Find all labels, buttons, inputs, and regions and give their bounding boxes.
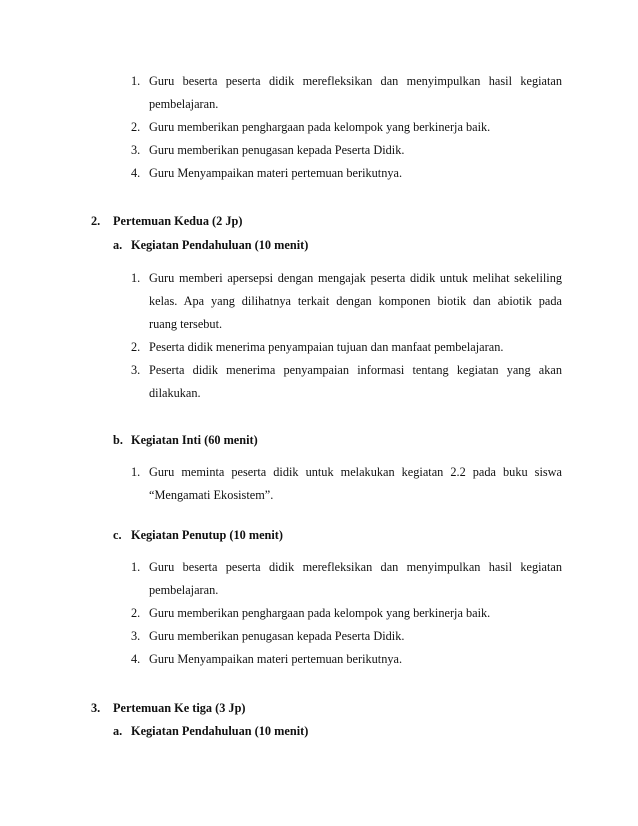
list-number: 2. bbox=[131, 340, 141, 354]
section-letter: b. bbox=[113, 433, 123, 447]
list-item-line: Guru beserta peserta didik merefleksikan dan menyimpulkan hasil kegiatan bbox=[149, 560, 562, 574]
section-letter: a. bbox=[113, 724, 123, 738]
list-item-line: Guru memberikan penugasan kepada Peserta Didik. bbox=[149, 143, 405, 157]
section-letter: a. bbox=[113, 238, 123, 252]
list-number: 3. bbox=[131, 143, 141, 157]
section-heading: Kegiatan Pendahuluan (10 menit) bbox=[131, 724, 309, 738]
meeting-heading: Pertemuan Ke tiga (3 Jp) bbox=[113, 701, 246, 715]
list-number: 1. bbox=[131, 465, 141, 479]
list-number: 2. bbox=[131, 120, 141, 134]
list-number: 1. bbox=[131, 74, 141, 88]
list-item-line: pembelajaran. bbox=[149, 583, 219, 597]
list-number: 4. bbox=[131, 652, 141, 666]
list-item-line: Guru memberikan penugasan kepada Peserta Didik. bbox=[149, 629, 405, 643]
list-item-line: Guru meminta peserta didik untuk melakukan kegiatan 2.2 pada buku siswa bbox=[149, 465, 562, 479]
list-item-line: dilakukan. bbox=[149, 386, 201, 400]
list-item-line: “Mengamati Ekosistem”. bbox=[149, 488, 274, 502]
meeting-number: 3. bbox=[91, 701, 101, 715]
list-item-line: Guru memberikan penghargaan pada kelompok yang berkinerja baik. bbox=[149, 120, 491, 134]
list-number: 1. bbox=[131, 271, 141, 285]
list-item-line: kelas. Apa yang dilihatnya terkait dengan komponen biotik dan abiotik pada bbox=[149, 294, 562, 308]
section-letter: c. bbox=[113, 528, 122, 542]
section-heading: Kegiatan Penutup (10 menit) bbox=[131, 528, 283, 542]
list-number: 1. bbox=[131, 560, 141, 574]
meeting-heading: Pertemuan Kedua (2 Jp) bbox=[113, 214, 243, 228]
section-heading: Kegiatan Inti (60 menit) bbox=[131, 433, 258, 447]
list-item-line: pembelajaran. bbox=[149, 97, 219, 111]
section-heading: Kegiatan Pendahuluan (10 menit) bbox=[131, 238, 309, 252]
list-item-line: Guru memberi apersepsi dengan mengajak peserta didik untuk melihat sekeliling bbox=[149, 271, 562, 285]
list-item-line: Guru memberikan penghargaan pada kelompok yang berkinerja baik. bbox=[149, 606, 491, 620]
list-item-line: Peserta didik menerima penyampaian informasi tentang kegiatan yang akan bbox=[149, 363, 562, 377]
list-item-line: Guru Menyampaikan materi pertemuan berikutnya. bbox=[149, 166, 403, 180]
list-item-line: Guru Menyampaikan materi pertemuan berikutnya. bbox=[149, 652, 403, 666]
list-item-line: Guru beserta peserta didik merefleksikan dan menyimpulkan hasil kegiatan bbox=[149, 74, 562, 88]
list-number: 2. bbox=[131, 606, 141, 620]
list-item-line: ruang tersebut. bbox=[149, 317, 223, 331]
meeting-number: 2. bbox=[91, 214, 101, 228]
list-number: 4. bbox=[131, 166, 141, 180]
list-item-line: Peserta didik menerima penyampaian tujuan dan manfaat pembelajaran. bbox=[149, 340, 504, 354]
list-number: 3. bbox=[131, 363, 141, 377]
list-number: 3. bbox=[131, 629, 141, 643]
